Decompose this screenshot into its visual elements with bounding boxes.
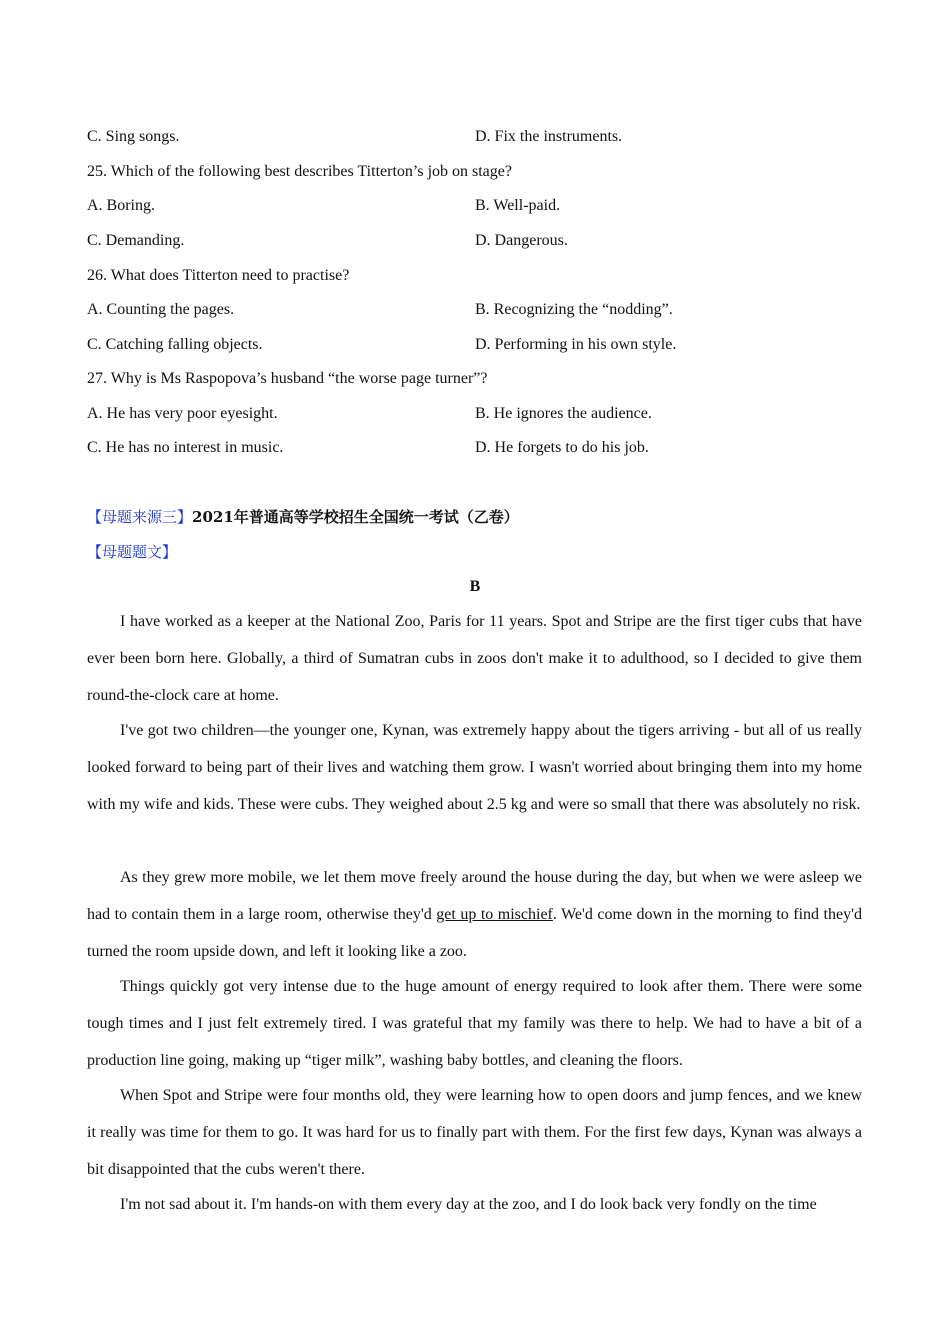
q25-option-c: C. Demanding. <box>87 232 185 249</box>
source-text-heading <box>87 540 177 564</box>
q25-option-a: A. Boring. <box>87 197 155 214</box>
q26-option-b: B. Recognizing the “nodding”. <box>475 301 673 318</box>
q27-option-b: B. He ignores the audience. <box>475 405 652 422</box>
q25-option-d: D. Dangerous. <box>475 232 568 249</box>
underlined-phrase: get up to mischief <box>436 906 553 924</box>
passage-paragraph-5: When Spot and Stripe were four months old, they were learning how to open doors and jump fences, and we knew it really was time for them to go. It was hard for us to finally part with them. For the first few days, Kynan was always a bit disappointed that the cubs weren't there. <box>87 1087 862 1179</box>
q26-stem: 26. What does Titterton need to practise? <box>87 267 350 284</box>
passage-section-letter: B <box>469 578 481 595</box>
q24-option-c: C. Sing songs. <box>87 128 180 145</box>
q26-option-c: C. Catching falling objects. <box>87 336 263 353</box>
source-label: 【母题来源三】 <box>87 508 193 526</box>
q27-option-a: A. He has very poor eyesight. <box>87 405 278 422</box>
passage-paragraph-4: Things quickly got very intense due to the huge amount of energy required to look after them. There were some tough times and I just felt extremely tired. I was grateful that my family was there to help. We had to have a bit of a production line going, making up “tiger milk”, washing baby bottles, and cleaning the floors. <box>87 978 862 1070</box>
q26-option-d: D. Performing in his own style. <box>475 336 677 353</box>
passage-paragraph-3: As they grew more mobile, we let them move freely around the house during the day, but when we were asleep we had to contain them in a large room, otherwise they'd get up to mischief. We'd come down in the morning to find they'd turned the room upside down, and left it looking like a zoo. <box>87 869 862 961</box>
q27-option-c: C. He has no interest in music. <box>87 439 284 456</box>
q25-option-b: B. Well-paid. <box>475 197 561 214</box>
q27-stem: 27. Why is Ms Raspopova’s husband “the worse page turner”? <box>87 370 488 387</box>
passage-paragraph-2: I've got two children—the younger one, Kynan, was extremely happy about the tigers arriving - but all of us really looked forward to being part of their lives and watching them grow. I wasn't worried about bringing them into my home with my wife and kids. These were cubs. They weighed about 2.5 kg and were so small that there was absolutely no risk. <box>87 722 862 814</box>
q26-option-a: A. Counting the pages. <box>87 301 235 318</box>
source-text-label: 【母题题文】 <box>87 543 178 561</box>
source-title: 2021年普通高等学校招生全国统一考试（乙卷） <box>192 508 519 526</box>
passage-paragraph-6: I'm not sad about it. I'm hands-on with them every day at the zoo, and I do look back very fondly on the time <box>120 1196 817 1213</box>
q25-stem: 25. Which of the following best describes Titterton’s job on stage? <box>87 163 512 180</box>
passage-paragraph-1: I have worked as a keeper at the National Zoo, Paris for 11 years. Spot and Stripe are the first tiger cubs that have ever been born here. Globally, a third of Sumatran cubs in zoos don't make it to adulthood, so I decided to give them round-the-clock care at home. <box>87 613 862 705</box>
q24-option-d: D. Fix the instruments. <box>475 128 623 145</box>
q27-option-d: D. He forgets to do his job. <box>475 439 649 456</box>
source-heading <box>87 505 519 529</box>
